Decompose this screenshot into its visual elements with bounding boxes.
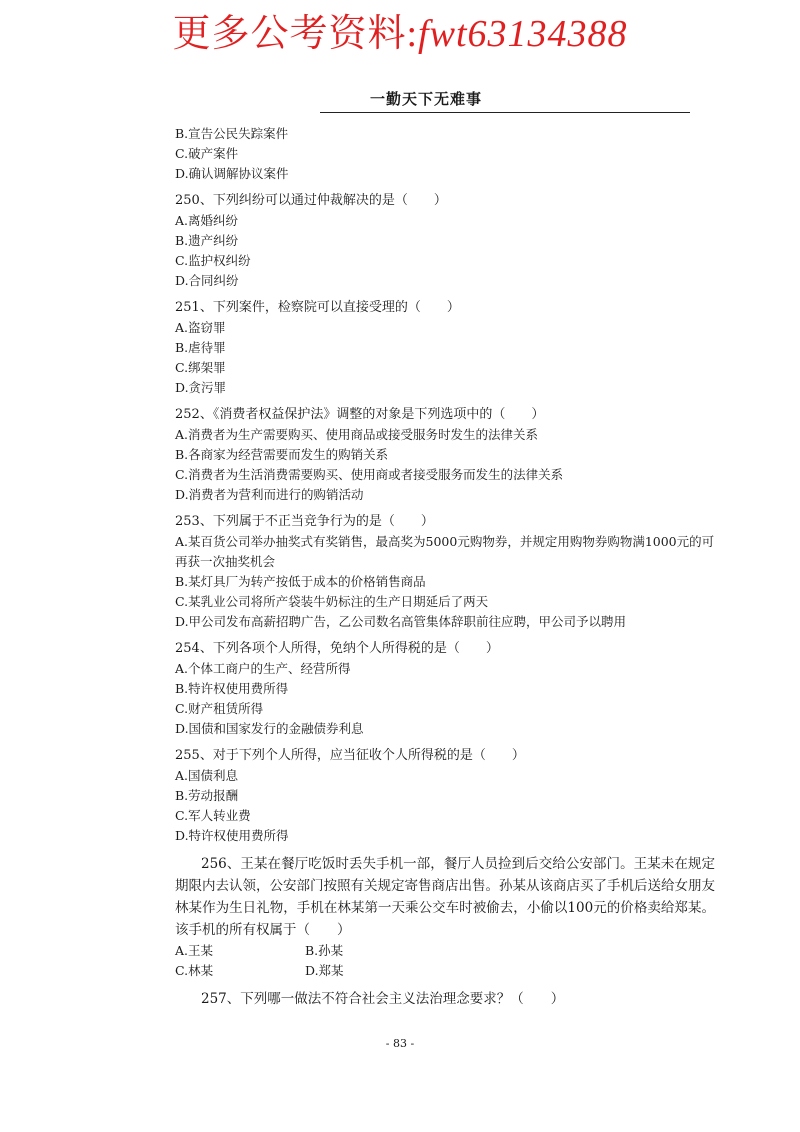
option: C.林某: [175, 963, 214, 978]
option: C.财产租赁所得: [175, 701, 264, 716]
question-254: [175, 639, 715, 739]
question-stem: 255、对于下列个人所得，应当征收个人所得税的是（ ）: [175, 748, 525, 763]
question-249-tail: [175, 124, 715, 184]
option: D.特许权使用费所得: [175, 828, 289, 843]
question-stem: 251、下列案件，检察院可以直接受理的（ ）: [175, 300, 460, 315]
option: D.合同纠纷: [175, 273, 239, 288]
option: C.军人转业费: [175, 808, 251, 823]
page-header-title: 一勤天下无难事: [370, 90, 483, 108]
option: B.某灯具厂为转产按低于成本的价格销售商品: [175, 574, 426, 589]
question-stem: 253、下列属于不正当竞争行为的是（ ）: [175, 514, 434, 529]
option: C.监护权纠纷: [175, 253, 251, 268]
option: A.盗窃罪: [175, 320, 226, 335]
option: B.遗产纠纷: [175, 233, 239, 248]
option: D.消费者为营利而进行的购销活动: [175, 487, 364, 502]
header-rule: [320, 112, 690, 113]
question-content: [175, 124, 715, 1010]
option: A.王某: [175, 943, 214, 958]
question-stem: 257、下列哪一做法不符合社会主义法治理念要求？（ ）: [201, 991, 565, 1007]
option: B.各商家为经营需要而发生的购销关系: [175, 447, 389, 462]
option: A.消费者为生产需要购买、使用商品或接受服务时发生的法律关系: [175, 427, 539, 442]
option: D.国债和国家发行的金融债券利息: [175, 721, 364, 736]
watermark-prefix: 更多公考资料:: [172, 13, 419, 55]
watermark-code: fwt63134388: [418, 13, 628, 55]
option: D.贪污罪: [175, 380, 227, 395]
question-251: [175, 298, 715, 398]
question-253: [175, 512, 715, 632]
option: D.确认调解协议案件: [175, 166, 289, 181]
option: A.国债利息: [175, 768, 239, 783]
option: A.离婚纠纷: [175, 213, 239, 228]
option: C.消费者为生活消费需要购买、使用商或者接受服务而发生的法律关系: [175, 467, 564, 482]
question-stem: 256、王某在餐厅吃饭时丢失手机一部，餐厅人员捡到后交给公安部门。王某未在规定期限内去认领，公安部门按照有关规定寄售商店出售。孙某从该商店买了手机后送给女朋友林某作为生日礼物，手机在林某第一天乘公交车时被偷去，小偷以100元的价格卖给郑某。该手机的所有权属于（ ）: [175, 856, 715, 938]
option: B.劳动报酬: [175, 788, 239, 803]
option: D.甲公司发布高薪招聘广告，乙公司数名高管集体辞职前往应聘，甲公司予以聘用: [175, 614, 627, 629]
option: B.宣告公民失踪案件: [175, 126, 289, 141]
question-250: [175, 191, 715, 291]
option: B.孙某: [305, 943, 344, 958]
question-252: [175, 405, 715, 505]
option: C.某乳业公司将所产袋装牛奶标注的生产日期延后了两天: [175, 594, 489, 609]
option-grid: [175, 941, 435, 981]
option: C.绑架罪: [175, 360, 226, 375]
question-stem: 250、下列纠纷可以通过仲裁解决的是（ ）: [175, 193, 447, 208]
question-256: [175, 853, 715, 981]
option: A.个体工商户的生产、经营所得: [175, 661, 351, 676]
question-255: [175, 746, 715, 846]
page-number: - 83 -: [385, 1037, 415, 1050]
option: D.郑某: [305, 963, 344, 978]
question-257: [175, 988, 715, 1010]
option: B.虐待罪: [175, 340, 226, 355]
question-stem: 252、《消费者权益保护法》调整的对象是下列选项中的（ ）: [175, 407, 545, 422]
option: B.特许权使用费所得: [175, 681, 289, 696]
question-stem: 254、下列各项个人所得，免纳个人所得税的是（ ）: [175, 641, 499, 656]
watermark-banner: [0, 2, 800, 57]
option: C.破产案件: [175, 146, 239, 161]
option: A.某百货公司举办抽奖式有奖销售，最高奖为5000元购物券，并规定用购物券购物满1000元的可再获一次抽奖机会: [175, 534, 715, 569]
